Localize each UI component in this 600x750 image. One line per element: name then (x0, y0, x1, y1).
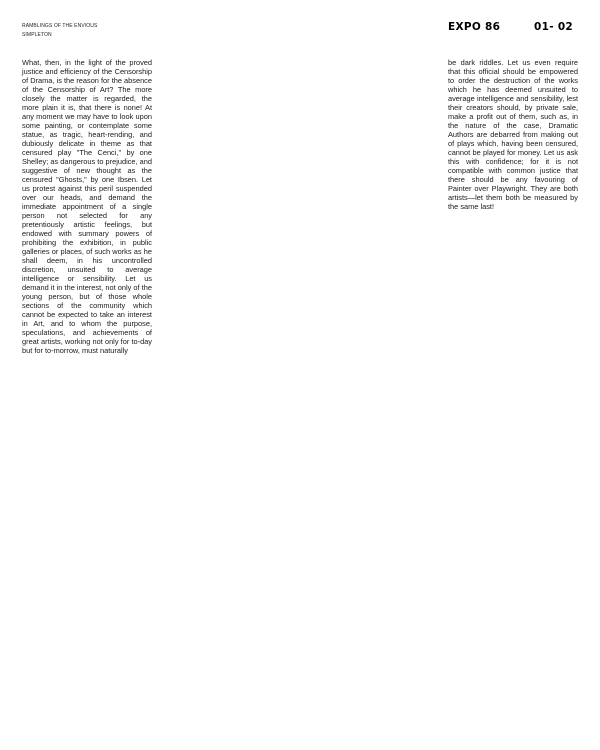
page-numbers: 01- 02 (534, 21, 574, 33)
section-kicker: RAMBLINGS OF THE ENVIOUS (22, 23, 98, 29)
publication-title: EXPO 86 (448, 21, 501, 33)
body-column-right: be dark riddles. Let us even require that this official should be empowered to order the destruction of the works which he has deemed unsuited to average intelligence and sensibility, lest their creators should, by private sale, make a profit out of them, such as, in the nature of the case, Dramatic Authors are debarred from making out of plays which, having been censured, cannot be played for money. Let us ask this with confidence; for it is not compatible with common justice that there should be any favouring of Painter over Playwright. They are both artists—let them both be measured by the same last! (448, 58, 578, 211)
body-column-left: What, then, in the light of the proved justice and efficiency of the Censorship of Drama, is the reason for the absence of the Censorship of Art? The more closely the matter is regarded, the more plain it is, that there is none! At any moment we may have to look upon some painting, or contemplate some statue, as tragic, heart-rending, and dubiously delicate in theme as that censured play "The Cenci," by one Shelley; as dangerous to prejudice, and suggestive of new thought as the censured "Ghosts," by one Ibsen. Let us protest against this peril suspended over our heads, and demand the immediate appointment of a single person not selected for any pretentiously artistic feelings, but endowed with summary powers of prohibiting the exhibition, in public galleries or places, of such works as he shall deem, in his uncontrolled discretion, unsuited to average intelligence or sensibility. Let us demand it in the interest, not only of the young person, but of those whole sections of the community which cannot be expected to take an interest in Art, and to whom the purpose, speculations, and achievements of great artists, working not only for to-day but for to-morrow, must naturally (22, 58, 152, 355)
section-kicker-subtitle: SIMPLETON (22, 32, 52, 38)
